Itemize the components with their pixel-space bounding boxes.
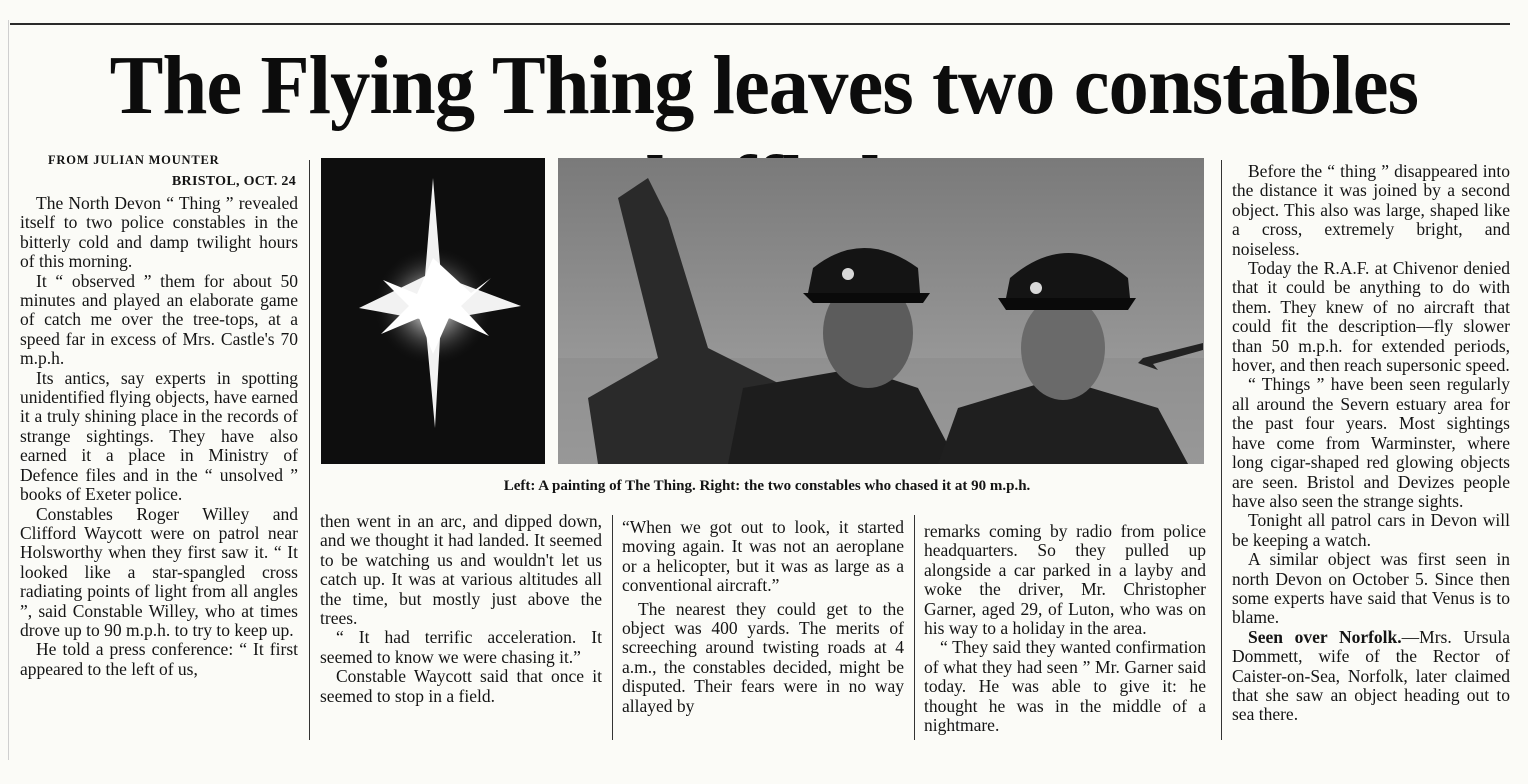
- subhead: Seen over Norfolk.: [1248, 626, 1402, 647]
- paragraph: “ They said they wanted confirmation of what they had seen ” Mr. Garner said today. He was able to give it: he thought he was in the middle of a nightmare.: [924, 637, 1206, 736]
- column-2: [320, 512, 602, 706]
- paragraph: Constable Waycott said that once it seemed to stop in a field.: [320, 666, 602, 706]
- paragraph-text: —Mrs. Ursula Dommett, wife of the Rector of Caister-on-Sea, Norfolk, later claimed that she saw an object heading out to sea there.: [1232, 626, 1510, 725]
- paragraph: “When we got out to look, it started moving again. It was not an aeroplane or a helicopter, but it was as large as a conventional aircraft.”: [622, 517, 904, 596]
- paragraph: Its antics, say experts in spotting unidentified flying objects, have earned it a truly shining place in the records of strange sightings. They have also earned it a place in Ministry of Defence files and in the “ unsolved ” books of Exeter police.: [20, 367, 298, 505]
- paragraph: Today the R.A.F. at Chivenor denied that it could be anything to do with them. They knew of no aircraft that could fit the description—fly slower than 50 m.p.h. for extended periods, hover, and then reach supersonic speed.: [1232, 258, 1510, 376]
- column-rule: [1221, 160, 1222, 740]
- constables-photo: [558, 158, 1204, 464]
- top-rule: [10, 23, 1510, 25]
- thing-painting-photo: [321, 158, 545, 464]
- column-4: [924, 522, 1206, 735]
- column-5: [1232, 162, 1510, 725]
- paragraph: remarks coming by radio from police headquarters. So they pulled up alongside a car parked in a layby and woke the driver, Mr. Christopher Garner, aged 29, of Luton, who was on his way to a holiday in the area.: [924, 521, 1206, 639]
- photo-caption: Left: A painting of The Thing. Right: the two constables who chased it at 90 m.p.h.: [503, 478, 1031, 494]
- byline: FROM JULIAN MOUNTER: [48, 153, 220, 167]
- column-3: [622, 518, 904, 716]
- constables-image: [558, 158, 1204, 464]
- paragraph: Before the “ thing ” disappeared into the distance it was joined by a second object. This also was large, shaped like a cross, extremely bright, and noiseless.: [1232, 161, 1510, 259]
- star-thing-image: [321, 158, 545, 464]
- column-1: [20, 150, 298, 679]
- paragraph: “ It had terrific acceleration. It seemed to know we were chasing it.”: [320, 627, 602, 667]
- paragraph: The North Devon “ Thing ” revealed itself to two police constables in the bitterly cold and damp twilight hours of this morning.: [20, 193, 298, 272]
- paragraph: “ Things ” have been seen regularly all around the Severn estuary area for the past four years. Most sightings have come from Warminster, where long cigar-shaped red glowing objects are seen. Bristol and Devizes people have also seen the strange sights.: [1232, 374, 1510, 511]
- column-rule: [914, 515, 915, 740]
- paragraph: It “ observed ” them for about 50 minutes and played an elaborate game of catch me over the tree-tops, at a speed far in excess of Mrs. Castle's 70 m.p.h.: [20, 270, 298, 369]
- dateline: BRISTOL, OCT. 24: [171, 174, 296, 189]
- paragraph: Tonight all patrol cars in Devon will be keeping a watch.: [1232, 510, 1510, 550]
- paragraph: Constables Roger Willey and Clifford Waycott were on patrol near Holsworthy when they first saw it. “ It looked like a star-spangled cross radiating points of light from all angles ”, said Constable Willey, who at times drove up to 90 m.p.h. to try to keep up.: [20, 503, 298, 640]
- paragraph: [1232, 628, 1510, 725]
- paragraph: then went in an arc, and dipped down, and we thought it had landed. It seemed to be watching us and wouldn't let us catch up. It was at various altitudes all the time, but mostly just above the trees.: [320, 511, 602, 629]
- page-edge-rule: [8, 20, 9, 760]
- column-rule: [612, 515, 613, 740]
- paragraph: A similar object was first seen in north Devon on October 5. Since then some experts have said that Venus is to blame.: [1232, 549, 1510, 628]
- paragraph: The nearest they could get to the object was 400 yards. The merits of screeching around twisting roads at 4 a.m., the constables decided, might be disputed. Their fears were in no way allayed by: [622, 598, 904, 716]
- paragraph: He told a press conference: “ It first appeared to the left of us,: [20, 639, 298, 679]
- column-rule: [309, 160, 310, 740]
- headline: The Flying Thing leaves two constables: [109, 39, 1419, 132]
